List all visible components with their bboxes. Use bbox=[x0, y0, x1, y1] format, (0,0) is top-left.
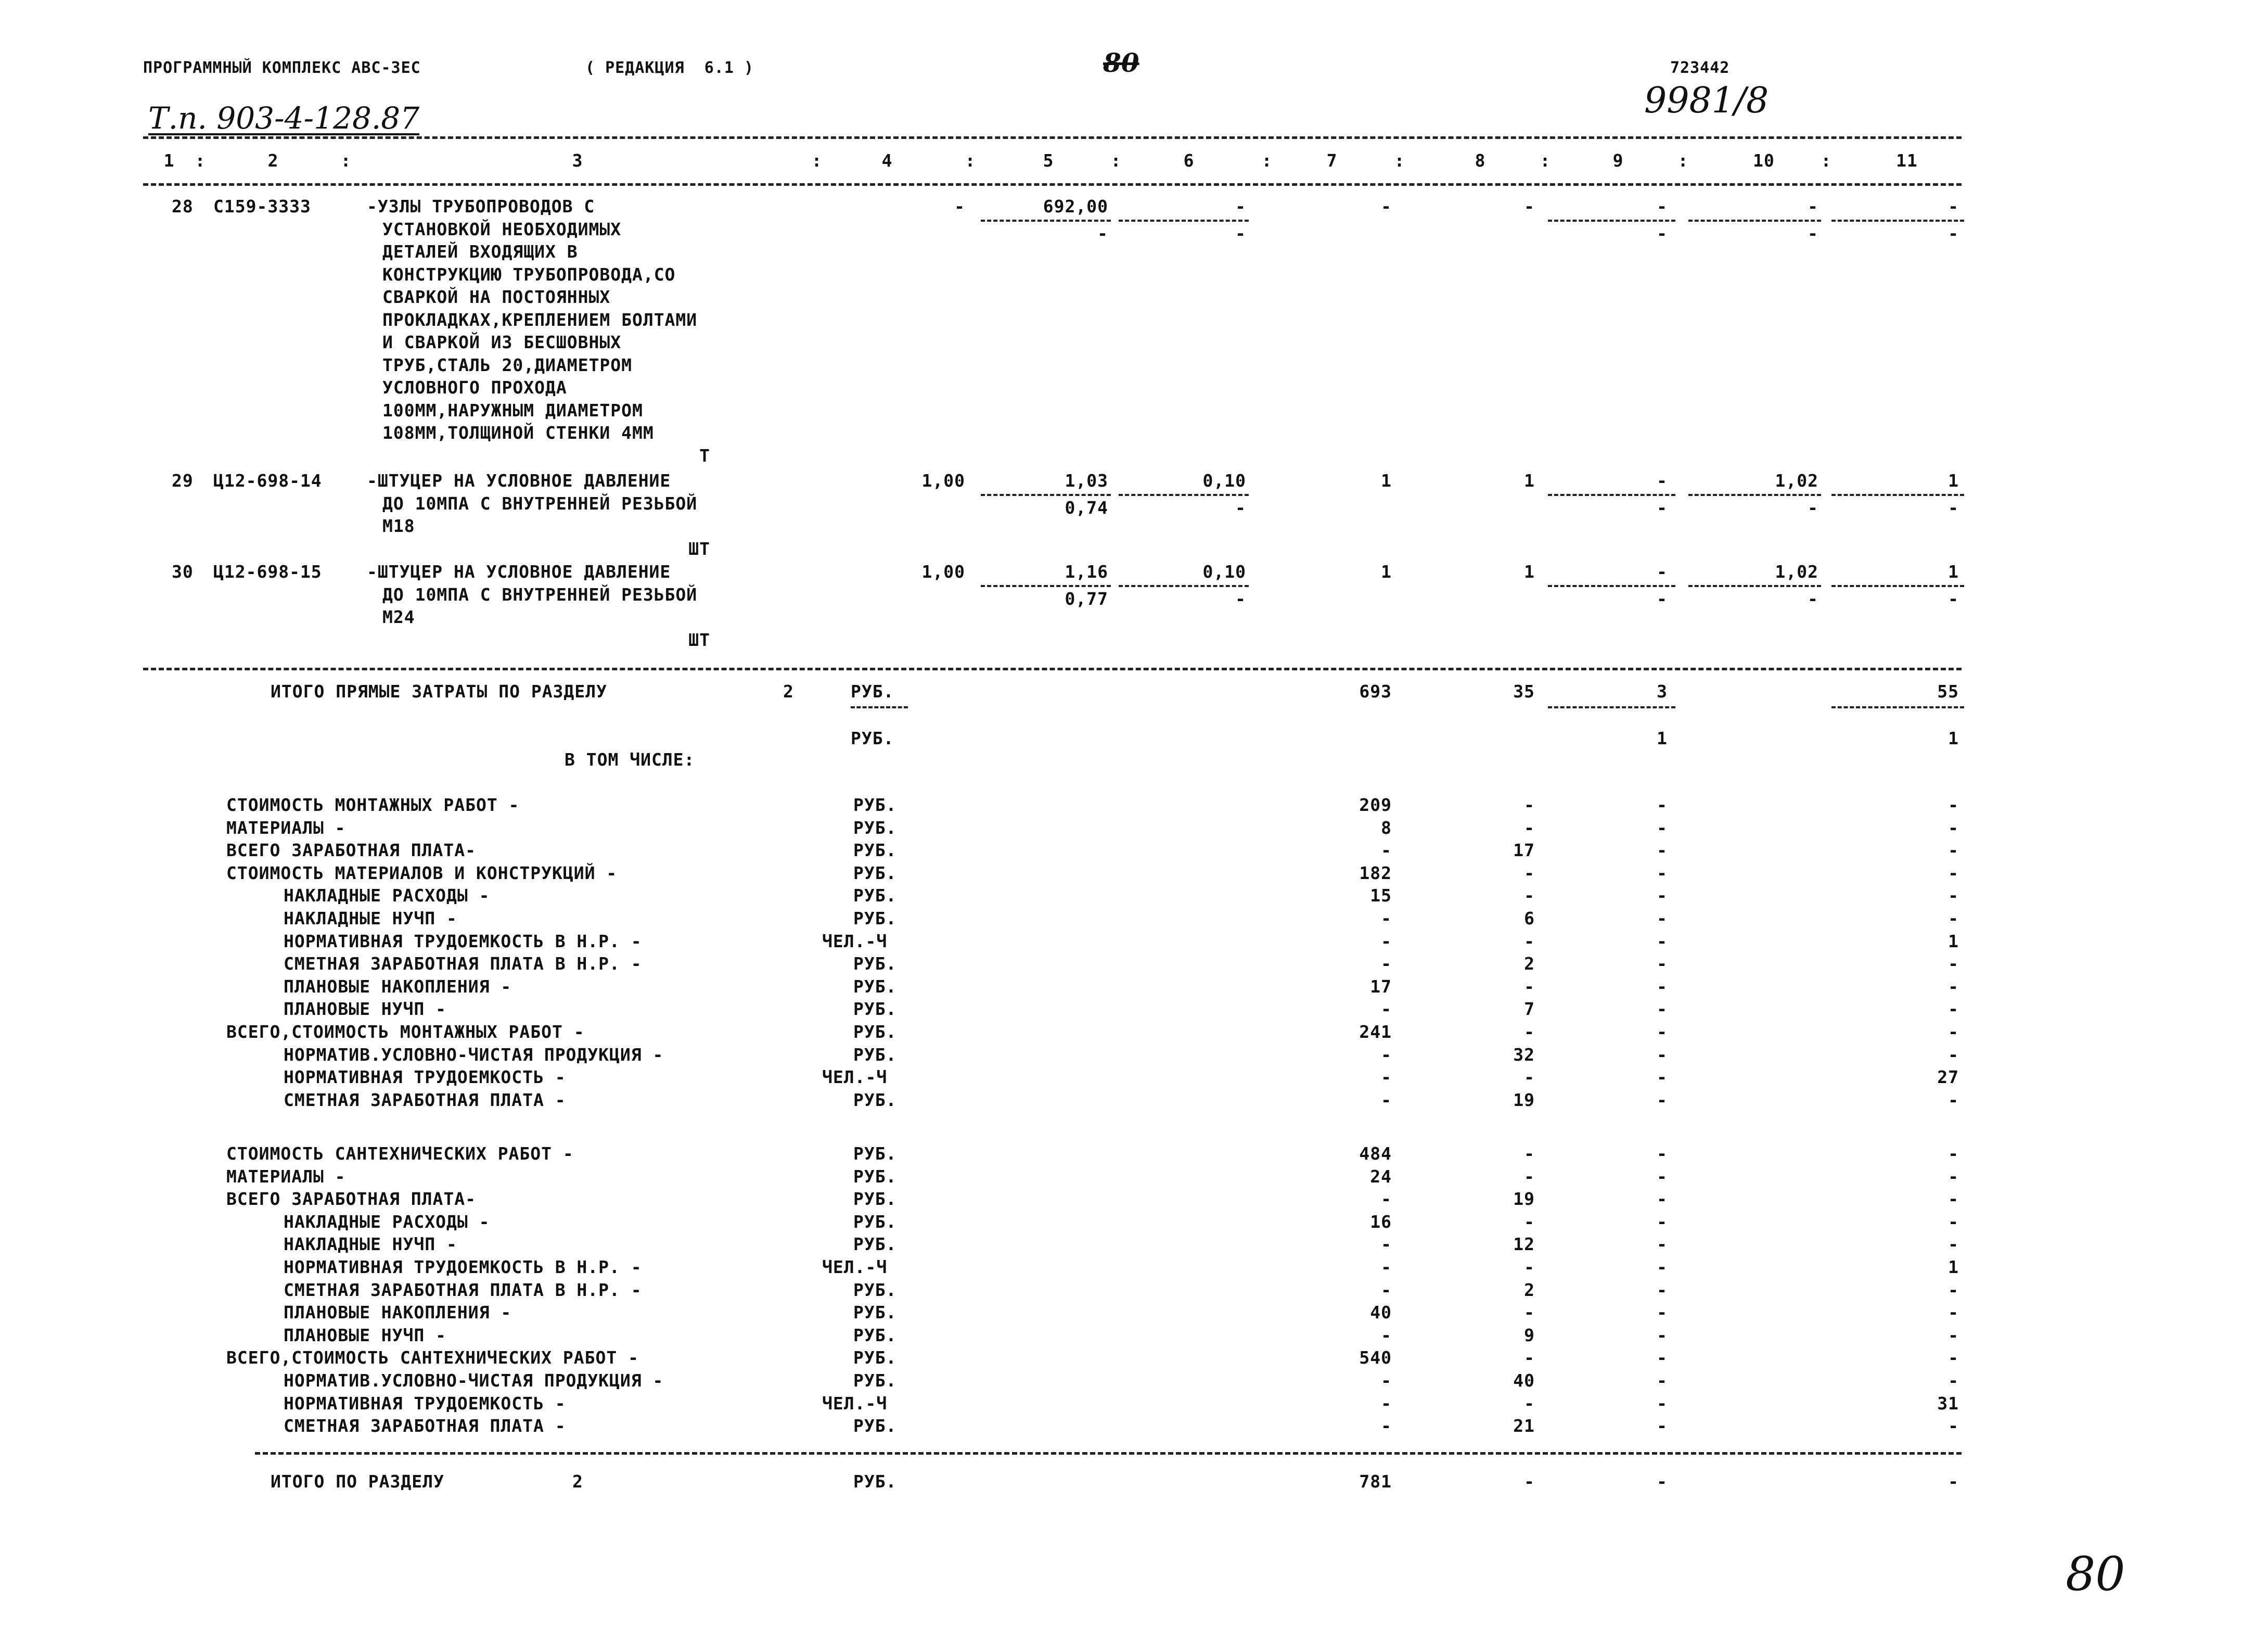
fraction-line bbox=[1688, 494, 1821, 496]
breakdown-col11: 27 bbox=[1937, 1067, 1959, 1088]
items-bottom-rule bbox=[143, 668, 1962, 670]
col7-value: - bbox=[1381, 196, 1392, 217]
column-header-2: 2 bbox=[267, 150, 279, 171]
breakdown-col9: - bbox=[1657, 1234, 1668, 1255]
fraction-line bbox=[1548, 494, 1675, 496]
item-description-line: УСТАНОВКОЙ НЕОБХОДИМЫХ bbox=[382, 219, 622, 239]
breakdown-unit: РУБ. bbox=[853, 840, 897, 861]
breakdown-label: НАКЛАДНЫЕ НУЧП - bbox=[284, 1234, 457, 1255]
breakdown-col7: - bbox=[1381, 1257, 1392, 1277]
col4-value: - bbox=[954, 196, 965, 217]
breakdown-col11: - bbox=[1948, 817, 1959, 838]
breakdown-col7: 484 bbox=[1359, 1143, 1392, 1164]
breakdown-col8: - bbox=[1524, 1347, 1535, 1368]
breakdown-col8: 12 bbox=[1513, 1234, 1535, 1255]
breakdown-label: НОРМАТИВ.УСЛОВНО-ЧИСТАЯ ПРОДУКЦИЯ - bbox=[284, 1370, 664, 1391]
breakdown-col11: - bbox=[1948, 1416, 1959, 1436]
including-label: В ТОМ ЧИСЛЕ: bbox=[565, 749, 695, 770]
breakdown-col9: - bbox=[1657, 1067, 1668, 1088]
col11-lower-value: - bbox=[1948, 589, 1959, 609]
totals-col7: 693 bbox=[1359, 681, 1392, 702]
breakdown-col9: - bbox=[1657, 1393, 1668, 1414]
fraction-line bbox=[981, 494, 1111, 496]
item-description-line: ПРОКЛАДКАХ,КРЕПЛЕНИЕМ БОЛТАМИ bbox=[382, 309, 698, 330]
breakdown-col9: - bbox=[1657, 1143, 1668, 1164]
breakdown-label: СМЕТНАЯ ЗАРАБОТНАЯ ПЛАТА В Н.Р. - bbox=[284, 1279, 642, 1300]
breakdown-col8: 19 bbox=[1513, 1189, 1535, 1210]
fraction-line bbox=[1831, 220, 1964, 222]
breakdown-col7: - bbox=[1381, 840, 1392, 861]
breakdown-col9: - bbox=[1657, 1279, 1668, 1300]
breakdown-col9: - bbox=[1657, 1044, 1668, 1065]
item-description-line: М18 bbox=[382, 516, 415, 536]
breakdown-label: НОРМАТИВНАЯ ТРУДОЕМКОСТЬ - bbox=[284, 1067, 566, 1088]
breakdown-label: ПЛАНОВЫЕ НАКОПЛЕНИЯ - bbox=[284, 1302, 512, 1323]
breakdown-col8: 21 bbox=[1513, 1416, 1535, 1436]
totals-col9: 3 bbox=[1657, 681, 1668, 702]
page-mark: 80 bbox=[1103, 47, 1139, 78]
item-number: 29 bbox=[172, 470, 194, 491]
section-total-unit: РУБ. bbox=[853, 1471, 897, 1492]
breakdown-col7: - bbox=[1381, 1189, 1392, 1210]
breakdown-col11: - bbox=[1948, 840, 1959, 861]
col9-lower-value: - bbox=[1657, 223, 1668, 244]
totals-unit-lower: РУБ. bbox=[851, 728, 894, 748]
breakdown-unit: РУБ. bbox=[853, 1189, 897, 1210]
breakdown-col7: - bbox=[1381, 1234, 1392, 1255]
column-separator: : bbox=[811, 150, 823, 171]
breakdown-col9: - bbox=[1657, 1189, 1668, 1210]
totals-col11-lower: 1 bbox=[1948, 728, 1959, 748]
breakdown-col8: 7 bbox=[1524, 999, 1535, 1020]
breakdown-unit: РУБ. bbox=[853, 1416, 897, 1436]
breakdown-col11: - bbox=[1948, 1044, 1959, 1065]
breakdown-col8: 9 bbox=[1524, 1325, 1535, 1345]
column-header-9: 9 bbox=[1612, 150, 1624, 171]
item-description-line: М24 bbox=[382, 607, 415, 627]
fraction-line bbox=[1548, 585, 1675, 587]
breakdown-col11: - bbox=[1948, 1370, 1959, 1391]
breakdown-col8: 17 bbox=[1513, 840, 1535, 861]
breakdown-col8: 6 bbox=[1524, 908, 1535, 928]
section-total-col7: 781 bbox=[1359, 1471, 1392, 1492]
breakdown-label: МАТЕРИАЛЫ - bbox=[226, 817, 346, 838]
column-header-10: 10 bbox=[1753, 150, 1775, 171]
col5-lower-value: - bbox=[1097, 223, 1108, 244]
item-unit: ШТ bbox=[688, 538, 710, 559]
column-header-6: 6 bbox=[1183, 150, 1195, 171]
breakdown-col9: - bbox=[1657, 1416, 1668, 1436]
breakdown-col11: - bbox=[1948, 1166, 1959, 1187]
column-header-8: 8 bbox=[1475, 150, 1486, 171]
col5-value: 692,00 bbox=[1043, 196, 1108, 217]
section-total-label: ИТОГО ПО РАЗДЕЛУ bbox=[271, 1471, 444, 1492]
column-header-11: 11 bbox=[1896, 150, 1918, 171]
col10-lower-value: - bbox=[1808, 589, 1818, 609]
col6-lower-value: - bbox=[1235, 498, 1246, 518]
breakdown-unit: РУБ. bbox=[853, 1022, 897, 1042]
item-code: Ц12-698-15 bbox=[213, 562, 322, 582]
item-number: 30 bbox=[172, 562, 194, 582]
item-description-line: СВАРКОЙ НА ПОСТОЯННЫХ bbox=[382, 287, 611, 307]
breakdown-col7: - bbox=[1381, 1089, 1392, 1110]
col9-lower-value: - bbox=[1657, 589, 1668, 609]
breakdown-col11: - bbox=[1948, 1347, 1959, 1368]
breakdown-col11: - bbox=[1948, 976, 1959, 997]
column-header-5: 5 bbox=[1043, 150, 1054, 171]
breakdown-unit: РУБ. bbox=[853, 1302, 897, 1323]
breakdown-label: ВСЕГО,СТОИМОСТЬ САНТЕХНИЧЕСКИХ РАБОТ - bbox=[226, 1347, 639, 1368]
col5-value: 1,03 bbox=[1065, 470, 1108, 491]
breakdown-label: СТОИМОСТЬ МАТЕРИАЛОВ И КОНСТРУКЦИЙ - bbox=[226, 862, 618, 883]
item-description-line: 100ММ,НАРУЖНЫМ ДИАМЕТРОМ bbox=[382, 400, 643, 421]
fraction-line bbox=[1831, 585, 1964, 587]
breakdown-col8: - bbox=[1524, 1067, 1535, 1088]
breakdown-col8: - bbox=[1524, 885, 1535, 906]
breakdown-col8: 40 bbox=[1513, 1370, 1535, 1391]
header-bottom-rule bbox=[143, 183, 1962, 186]
col6-value: 0,10 bbox=[1202, 470, 1246, 491]
breakdown-col7: 182 bbox=[1359, 862, 1392, 883]
col11-value: 1 bbox=[1948, 562, 1959, 582]
breakdown-col8: - bbox=[1524, 1022, 1535, 1042]
breakdown-label: МАТЕРИАЛЫ - bbox=[226, 1166, 346, 1187]
breakdown-col11: 1 bbox=[1948, 931, 1959, 951]
column-separator: : bbox=[1821, 150, 1832, 171]
breakdown-unit: РУБ. bbox=[853, 885, 897, 906]
item-description-line: УСЛОВНОГО ПРОХОДА bbox=[382, 377, 567, 398]
column-separator: : bbox=[340, 150, 352, 171]
col11-value: 1 bbox=[1948, 470, 1959, 491]
breakdown-unit: ЧЕЛ.-Ч bbox=[822, 1393, 888, 1414]
item-unit: ШТ bbox=[688, 629, 710, 650]
breakdown-label: ПЛАНОВЫЕ НУЧП - bbox=[284, 999, 447, 1020]
breakdown-label: НОРМАТИВНАЯ ТРУДОЕМКОСТЬ - bbox=[284, 1393, 566, 1414]
col10-value: - bbox=[1808, 196, 1818, 217]
breakdown-col11: - bbox=[1948, 1234, 1959, 1255]
section-total-col9: - bbox=[1657, 1471, 1668, 1492]
column-header-4: 4 bbox=[881, 150, 893, 171]
breakdown-label: СМЕТНАЯ ЗАРАБОТНАЯ ПЛАТА - bbox=[284, 1416, 566, 1436]
breakdown-col8: - bbox=[1524, 1393, 1535, 1414]
item-description-line: ТРУБ,СТАЛЬ 20,ДИАМЕТРОМ bbox=[382, 354, 632, 375]
breakdown-col8: - bbox=[1524, 1211, 1535, 1232]
breakdown-col8: - bbox=[1524, 1257, 1535, 1277]
breakdown-unit: РУБ. bbox=[853, 1370, 897, 1391]
breakdown-col11: 1 bbox=[1948, 1257, 1959, 1277]
breakdown-col7: - bbox=[1381, 999, 1392, 1020]
breakdown-unit: РУБ. bbox=[853, 1347, 897, 1368]
breakdown-col11: - bbox=[1948, 1325, 1959, 1345]
col10-lower-value: - bbox=[1808, 498, 1818, 518]
column-separator: : bbox=[965, 150, 976, 171]
item-description-line: ДЕТАЛЕЙ ВХОДЯЩИХ В bbox=[382, 241, 578, 262]
breakdown-col9: - bbox=[1657, 953, 1668, 974]
col8-value: - bbox=[1524, 196, 1535, 217]
column-separator: : bbox=[1110, 150, 1122, 171]
breakdown-col7: 540 bbox=[1359, 1347, 1392, 1368]
col11-lower-value: - bbox=[1948, 498, 1959, 518]
breakdown-unit: РУБ. bbox=[853, 1279, 897, 1300]
section-total-col8: - bbox=[1524, 1471, 1535, 1492]
fraction-line bbox=[981, 220, 1111, 222]
breakdown-col11: - bbox=[1948, 1302, 1959, 1323]
col4-value: 1,00 bbox=[921, 470, 965, 491]
breakdown-col7: - bbox=[1381, 1044, 1392, 1065]
breakdown-col8: - bbox=[1524, 817, 1535, 838]
item-description-line: И СВАРКОЙ ИЗ БЕСШОВНЫХ bbox=[382, 332, 622, 352]
breakdown-col9: - bbox=[1657, 1022, 1668, 1042]
breakdown-label: НАКЛАДНЫЕ НУЧП - bbox=[284, 908, 457, 928]
totals-fraction-line bbox=[1548, 706, 1675, 708]
section-total-number: 2 bbox=[572, 1471, 583, 1492]
col6-value: 0,10 bbox=[1202, 562, 1246, 582]
fraction-line bbox=[981, 585, 1111, 587]
breakdown-col7: - bbox=[1381, 1370, 1392, 1391]
breakdown-unit: РУБ. bbox=[853, 1234, 897, 1255]
breakdown-col8: - bbox=[1524, 976, 1535, 997]
breakdown-col7: - bbox=[1381, 1067, 1392, 1088]
breakdown-col11: - bbox=[1948, 1089, 1959, 1110]
column-header-1: 1 bbox=[163, 150, 175, 171]
breakdown-col7: 16 bbox=[1370, 1211, 1392, 1232]
column-separator: : bbox=[1540, 150, 1551, 171]
breakdown-col9: - bbox=[1657, 908, 1668, 928]
breakdown-col9: - bbox=[1657, 1302, 1668, 1323]
col9-value: - bbox=[1657, 470, 1668, 491]
breakdown-col9: - bbox=[1657, 795, 1668, 815]
column-header-3: 3 bbox=[572, 150, 583, 171]
section-total-rule bbox=[255, 1452, 1962, 1455]
col9-lower-value: - bbox=[1657, 498, 1668, 518]
breakdown-col8: 2 bbox=[1524, 953, 1535, 974]
item-description-line: ДО 10МПА С ВНУТРЕННЕЙ РЕЗЬБОЙ bbox=[382, 584, 698, 605]
breakdown-col8: 2 bbox=[1524, 1279, 1535, 1300]
breakdown-col9: - bbox=[1657, 1211, 1668, 1232]
breakdown-col8: 19 bbox=[1513, 1089, 1535, 1110]
breakdown-label: СТОИМОСТЬ МОНТАЖНЫХ РАБОТ - bbox=[226, 795, 520, 815]
col10-value: 1,02 bbox=[1775, 470, 1818, 491]
breakdown-label: ВСЕГО ЗАРАБОТНАЯ ПЛАТА- bbox=[226, 840, 476, 861]
breakdown-col7: - bbox=[1381, 953, 1392, 974]
handwritten-page-number: 80 bbox=[2066, 1547, 2125, 1601]
item-description-line: -ШТУЦЕР НА УСЛОВНОЕ ДАВЛЕНИЕ bbox=[367, 470, 671, 491]
column-separator: : bbox=[1394, 150, 1405, 171]
breakdown-label: НАКЛАДНЫЕ РАСХОДЫ - bbox=[284, 885, 490, 906]
col9-value: - bbox=[1657, 562, 1668, 582]
column-separator: : bbox=[1677, 150, 1689, 171]
item-number: 28 bbox=[172, 196, 194, 217]
breakdown-label: НОРМАТИВНАЯ ТРУДОЕМКОСТЬ В Н.Р. - bbox=[284, 1257, 642, 1277]
col7-value: 1 bbox=[1381, 470, 1392, 491]
col4-value: 1,00 bbox=[921, 562, 965, 582]
col7-value: 1 bbox=[1381, 562, 1392, 582]
breakdown-col7: - bbox=[1381, 1393, 1392, 1414]
fraction-line bbox=[1119, 585, 1249, 587]
totals-section: 2 bbox=[783, 681, 794, 702]
breakdown-col9: - bbox=[1657, 999, 1668, 1020]
breakdown-col9: - bbox=[1657, 885, 1668, 906]
breakdown-unit: ЧЕЛ.-Ч bbox=[822, 931, 888, 951]
item-description-line: -ШТУЦЕР НА УСЛОВНОЕ ДАВЛЕНИЕ bbox=[367, 562, 671, 582]
header-top-rule bbox=[143, 136, 1962, 139]
breakdown-col9: - bbox=[1657, 1089, 1668, 1110]
totals-unit: РУБ. bbox=[851, 681, 894, 702]
breakdown-col7: 241 bbox=[1359, 1022, 1392, 1042]
breakdown-col9: - bbox=[1657, 1370, 1668, 1391]
breakdown-unit: РУБ. bbox=[853, 817, 897, 838]
breakdown-col9: - bbox=[1657, 1347, 1668, 1368]
breakdown-label: НАКЛАДНЫЕ РАСХОДЫ - bbox=[284, 1211, 490, 1232]
breakdown-unit: РУБ. bbox=[853, 1166, 897, 1187]
col6-lower-value: - bbox=[1235, 223, 1246, 244]
breakdown-col8: 32 bbox=[1513, 1044, 1535, 1065]
col8-value: 1 bbox=[1524, 470, 1535, 491]
item-description-line: 108ММ,ТОЛЩИНОЙ СТЕНКИ 4ММ bbox=[382, 423, 654, 443]
totals-col11: 55 bbox=[1937, 681, 1959, 702]
breakdown-unit: РУБ. bbox=[853, 999, 897, 1020]
breakdown-col7: 8 bbox=[1381, 817, 1392, 838]
item-code: Ц12-698-14 bbox=[213, 470, 322, 491]
breakdown-col9: - bbox=[1657, 1166, 1668, 1187]
breakdown-unit: РУБ. bbox=[853, 1211, 897, 1232]
breakdown-col11: - bbox=[1948, 1279, 1959, 1300]
breakdown-col11: - bbox=[1948, 999, 1959, 1020]
breakdown-label: ПЛАНОВЫЕ НУЧП - bbox=[284, 1325, 447, 1345]
breakdown-unit: РУБ. bbox=[853, 1143, 897, 1164]
breakdown-label: НОРМАТИВНАЯ ТРУДОЕМКОСТЬ В Н.Р. - bbox=[284, 931, 642, 951]
col10-lower-value: - bbox=[1808, 223, 1818, 244]
breakdown-label: ПЛАНОВЫЕ НАКОПЛЕНИЯ - bbox=[284, 976, 512, 997]
breakdown-col11: - bbox=[1948, 953, 1959, 974]
col10-value: 1,02 bbox=[1775, 562, 1818, 582]
fraction-line bbox=[1688, 585, 1821, 587]
archive-number: 9981/8 bbox=[1644, 80, 1769, 121]
col5-lower-value: 0,74 bbox=[1065, 498, 1108, 518]
breakdown-label: СМЕТНАЯ ЗАРАБОТНАЯ ПЛАТА - bbox=[284, 1089, 566, 1110]
fraction-line bbox=[1831, 494, 1964, 496]
breakdown-col7: - bbox=[1381, 931, 1392, 951]
breakdown-col7: 15 bbox=[1370, 885, 1392, 906]
col9-value: - bbox=[1657, 196, 1668, 217]
breakdown-col7: 24 bbox=[1370, 1166, 1392, 1187]
breakdown-col9: - bbox=[1657, 931, 1668, 951]
breakdown-col8: - bbox=[1524, 862, 1535, 883]
breakdown-col7: - bbox=[1381, 908, 1392, 928]
breakdown-col9: - bbox=[1657, 1325, 1668, 1345]
breakdown-col9: - bbox=[1657, 840, 1668, 861]
fraction-line bbox=[1548, 220, 1675, 222]
breakdown-unit: РУБ. bbox=[853, 908, 897, 928]
breakdown-unit: РУБ. bbox=[853, 795, 897, 815]
breakdown-col11: 31 bbox=[1937, 1393, 1959, 1414]
program-name: ПРОГРАММНЫЙ КОМПЛЕКС АВС-3ЕС bbox=[143, 59, 421, 77]
col6-value: - bbox=[1235, 196, 1246, 217]
breakdown-col11: - bbox=[1948, 1189, 1959, 1210]
totals-col9-lower: 1 bbox=[1657, 728, 1668, 748]
item-description-line: КОНСТРУКЦИЮ ТРУБОПРОВОДА,СО bbox=[382, 264, 676, 285]
breakdown-col9: - bbox=[1657, 1257, 1668, 1277]
column-header-7: 7 bbox=[1326, 150, 1338, 171]
breakdown-col7: 17 bbox=[1370, 976, 1392, 997]
col5-lower-value: 0,77 bbox=[1065, 589, 1108, 609]
breakdown-col11: - bbox=[1948, 1143, 1959, 1164]
breakdown-col11: - bbox=[1948, 1211, 1959, 1232]
totals-col8: 35 bbox=[1513, 681, 1535, 702]
breakdown-label: СТОИМОСТЬ САНТЕХНИЧЕСКИХ РАБОТ - bbox=[226, 1143, 574, 1164]
breakdown-unit: РУБ. bbox=[853, 1044, 897, 1065]
breakdown-col9: - bbox=[1657, 862, 1668, 883]
breakdown-unit: РУБ. bbox=[853, 1089, 897, 1110]
item-description-line: ДО 10МПА С ВНУТРЕННЕЙ РЕЗЬБОЙ bbox=[382, 493, 698, 514]
breakdown-label: ВСЕГО,СТОИМОСТЬ МОНТАЖНЫХ РАБОТ - bbox=[226, 1022, 585, 1042]
breakdown-col11: - bbox=[1948, 885, 1959, 906]
col11-value: - bbox=[1948, 196, 1959, 217]
breakdown-unit: РУБ. bbox=[853, 953, 897, 974]
breakdown-col8: - bbox=[1524, 795, 1535, 815]
breakdown-col7: 209 bbox=[1359, 795, 1392, 815]
breakdown-col7: - bbox=[1381, 1416, 1392, 1436]
breakdown-col11: - bbox=[1948, 1022, 1959, 1042]
breakdown-col8: - bbox=[1524, 931, 1535, 951]
breakdown-col11: - bbox=[1948, 908, 1959, 928]
breakdown-unit: ЧЕЛ.-Ч bbox=[822, 1257, 888, 1277]
breakdown-col8: - bbox=[1524, 1166, 1535, 1187]
col5-value: 1,16 bbox=[1065, 562, 1108, 582]
item-code: С159-3333 bbox=[213, 196, 311, 217]
breakdown-col7: - bbox=[1381, 1325, 1392, 1345]
breakdown-col11: - bbox=[1948, 862, 1959, 883]
section-total-col11: - bbox=[1948, 1471, 1959, 1492]
breakdown-label: ВСЕГО ЗАРАБОТНАЯ ПЛАТА- bbox=[226, 1189, 476, 1210]
breakdown-unit: ЧЕЛ.-Ч bbox=[822, 1067, 888, 1088]
totals-unit-underline bbox=[851, 706, 908, 708]
breakdown-col9: - bbox=[1657, 817, 1668, 838]
fraction-line bbox=[1119, 494, 1249, 496]
item-description-line: -УЗЛЫ ТРУБОПРОВОДОВ С bbox=[367, 196, 595, 217]
column-separator: : bbox=[1261, 150, 1273, 171]
col6-lower-value: - bbox=[1235, 589, 1246, 609]
breakdown-unit: РУБ. bbox=[853, 862, 897, 883]
breakdown-label: НОРМАТИВ.УСЛОВНО-ЧИСТАЯ ПРОДУКЦИЯ - bbox=[284, 1044, 664, 1065]
breakdown-col8: - bbox=[1524, 1302, 1535, 1323]
project-code: Т.п. 903-4-128.87 bbox=[148, 100, 420, 136]
fraction-line bbox=[1688, 220, 1821, 222]
breakdown-col7: - bbox=[1381, 1279, 1392, 1300]
breakdown-col8: - bbox=[1524, 1143, 1535, 1164]
breakdown-unit: РУБ. bbox=[853, 1325, 897, 1345]
column-separator: : bbox=[195, 150, 206, 171]
fraction-line bbox=[1119, 220, 1249, 222]
breakdown-col7: 40 bbox=[1370, 1302, 1392, 1323]
col11-lower-value: - bbox=[1948, 223, 1959, 244]
col8-value: 1 bbox=[1524, 562, 1535, 582]
breakdown-col9: - bbox=[1657, 976, 1668, 997]
totals-label: ИТОГО ПРЯМЫЕ ЗАТРАТЫ ПО РАЗДЕЛУ bbox=[271, 681, 607, 702]
document-number: 723442 bbox=[1670, 59, 1730, 77]
item-unit: Т bbox=[699, 445, 710, 466]
breakdown-unit: РУБ. bbox=[853, 976, 897, 997]
breakdown-col11: - bbox=[1948, 795, 1959, 815]
totals-fraction-line bbox=[1831, 706, 1964, 708]
program-edition: ( РЕДАКЦИЯ 6.1 ) bbox=[585, 59, 754, 77]
breakdown-label: СМЕТНАЯ ЗАРАБОТНАЯ ПЛАТА В Н.Р. - bbox=[284, 953, 642, 974]
